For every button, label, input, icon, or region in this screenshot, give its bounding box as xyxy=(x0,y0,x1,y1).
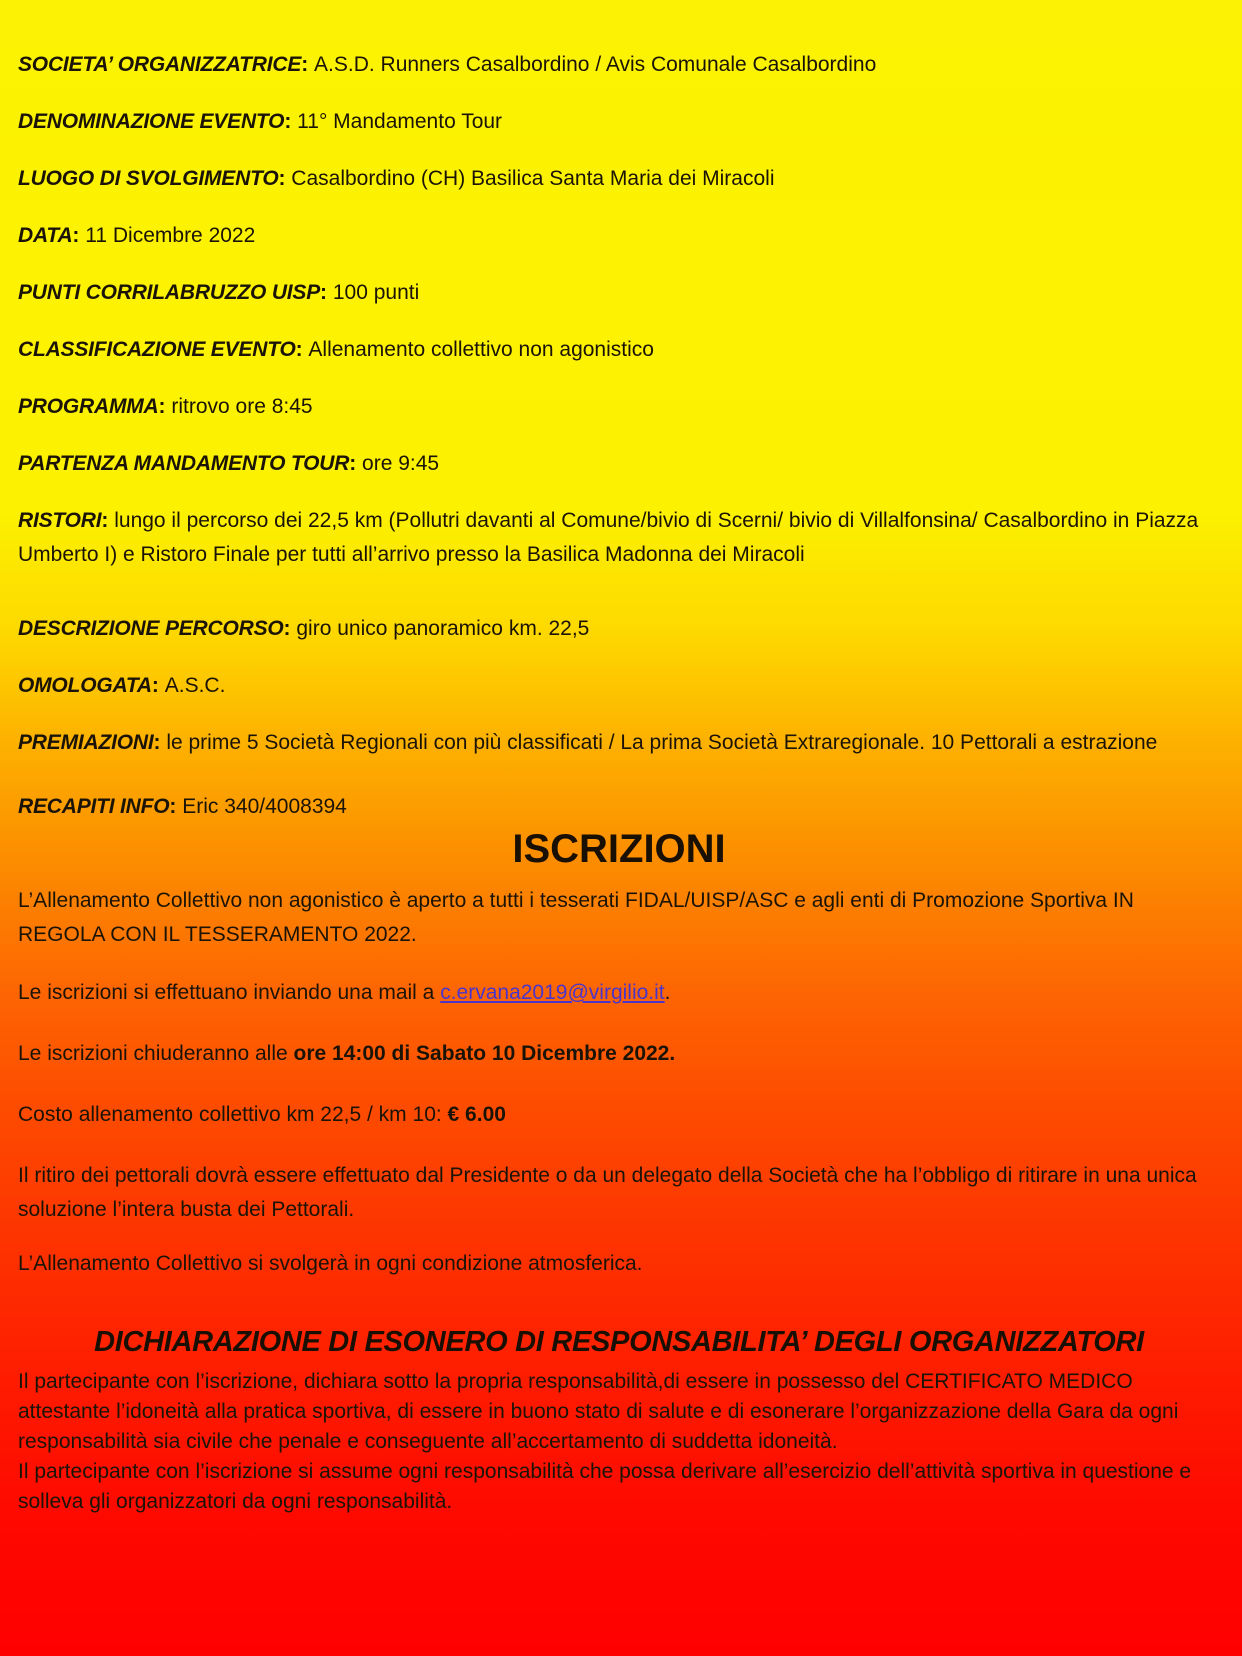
info-label: SOCIETA’ ORGANIZZATRICE xyxy=(18,53,302,76)
info-row-programma xyxy=(18,390,1220,424)
info-label: PROGRAMMA xyxy=(18,395,159,418)
iscrizioni-intro-paragraph: L’Allenamento Collettivo non agonistico è aperto a tutti i tesserati FIDAL/UISP/ASC e agli enti di Promozione Sportiva IN REGOLA CON IL TESSERAMENTO 2022. xyxy=(18,889,1134,946)
info-value: giro unico panoramico km. 22,5 xyxy=(296,617,590,640)
info-row-ristori xyxy=(18,504,1220,572)
info-value: Eric 340/4008394 xyxy=(182,795,347,818)
info-colon: : xyxy=(158,395,172,418)
info-label: PARTENZA MANDAMENTO TOUR xyxy=(18,452,350,475)
info-row-denominazione xyxy=(18,105,1220,139)
info-value: Allenamento collettivo non agonistico xyxy=(308,338,654,361)
info-colon: : xyxy=(151,674,165,697)
info-label: PUNTI CORRILABRUZZO UISP xyxy=(18,281,321,304)
info-colon: : xyxy=(295,338,309,361)
info-row-luogo xyxy=(18,162,1220,196)
info-value: 11° Mandamento Tour xyxy=(297,110,503,133)
cost-bold-text: € 6.00 xyxy=(447,1103,506,1126)
mail-prefix-text: Le iscrizioni si effettuano inviando una mail a xyxy=(18,981,441,1004)
info-colon: : xyxy=(320,281,333,304)
info-label: RECAPITI INFO xyxy=(18,795,170,818)
deadline-paragraph xyxy=(18,1037,1220,1071)
info-label: DENOMINAZIONE EVENTO xyxy=(18,110,285,133)
info-value: 100 punti xyxy=(332,281,420,304)
info-row-classificazione xyxy=(18,333,1220,367)
info-colon: : xyxy=(101,509,115,532)
info-colon: : xyxy=(301,53,315,76)
info-value: A.S.C. xyxy=(164,674,226,697)
info-label: LUOGO DI SVOLGIMENTO xyxy=(18,167,279,190)
info-value: ritrovo ore 8:45 xyxy=(171,395,313,418)
info-value: 11 Dicembre 2022 xyxy=(85,224,256,247)
disclaimer-paragraph-2: Il partecipante con l’iscrizione si assume ogni responsabilità che possa derivare all’esercizio dell’attività sportiva in questione e solleva gli organizzatori da ogni responsabilità. xyxy=(18,1460,1192,1513)
info-row-descrizione xyxy=(18,612,1220,646)
info-row-punti xyxy=(18,276,1220,310)
cost-paragraph xyxy=(18,1098,1220,1132)
info-value: Casalbordino (CH) Basilica Santa Maria dei Miracoli xyxy=(291,167,775,190)
info-row-societa xyxy=(18,48,1220,82)
info-value: A.S.D. Runners Casalbordino / Avis Comunale Casalbordino xyxy=(314,53,877,76)
info-label: PREMIAZIONI xyxy=(18,731,154,754)
info-label: OMOLOGATA xyxy=(18,674,152,697)
info-label: CLASSIFICAZIONE EVENTO xyxy=(18,338,296,361)
info-colon: : xyxy=(278,167,292,190)
deadline-bold-text: ore 14:00 di Sabato 10 Dicembre 2022. xyxy=(293,1042,676,1065)
info-colon: : xyxy=(169,795,183,818)
info-value: le prime 5 Società Regionali con più classificati / La prima Società Extraregionale. 10 Pettorali a estrazione xyxy=(166,731,1158,754)
info-row-data xyxy=(18,219,1220,253)
info-colon: : xyxy=(72,224,86,247)
info-row-partenza xyxy=(18,447,1220,481)
mail-suffix-text: . xyxy=(664,981,671,1004)
info-row-premiazioni xyxy=(18,726,1220,760)
email-link[interactable]: c.ervana2019@virgilio.it xyxy=(440,981,665,1004)
info-label: RISTORI xyxy=(18,509,102,532)
disclaimer-paragraph-1: Il partecipante con l’iscrizione, dichiara sotto la propria responsabilità,di essere in possesso del CERTIFICATO MEDICO attestante l’idoneità alla pratica sportiva, di essere in buono stato di salute e di esonerare l’organizzazione della Gara da ogni responsabilità sia civile che penale e conseguente all’accertamento di suddetta idoneità. xyxy=(18,1370,1179,1453)
info-colon: : xyxy=(153,731,167,754)
registration-mail-paragraph xyxy=(18,976,1220,1010)
bib-pickup-paragraph: Il ritiro dei pettorali dovrà essere effettuato dal Presidente o da un delegato della Società che ha l’obbligo di ritirare in una unica soluzione l’intera busta dei Pettorali. xyxy=(18,1164,1197,1221)
disclaimer-heading: DICHIARAZIONE DI ESONERO DI RESPONSABILITA’ DEGLI ORGANIZZATORI xyxy=(94,1326,1144,1358)
weather-paragraph: L’Allenamento Collettivo si svolgerà in ogni condizione atmosferica. xyxy=(18,1252,643,1275)
info-value: lungo il percorso dei 22,5 km (Pollutri davanti al Comune/bivio di Scerni/ bivio di Villalfonsina/ Casalbordino in Piazza Umberto I) e Ristoro Finale per tutti all’arrivo presso la Basilica Madonna dei Miracoli xyxy=(18,509,1199,566)
info-value: ore 9:45 xyxy=(362,452,440,475)
cost-prefix-text: Costo allenamento collettivo km 22,5 / km 10: xyxy=(18,1103,448,1126)
deadline-prefix-text: Le iscrizioni chiuderanno alle xyxy=(18,1042,294,1065)
info-colon: : xyxy=(284,110,298,133)
info-label: DATA xyxy=(18,224,73,247)
info-colon: : xyxy=(283,617,297,640)
iscrizioni-heading: ISCRIZIONI xyxy=(512,827,726,871)
info-label: DESCRIZIONE PERCORSO xyxy=(18,617,284,640)
info-row-omologata xyxy=(18,669,1220,703)
info-colon: : xyxy=(349,452,363,475)
info-row-recapiti xyxy=(18,790,1220,824)
